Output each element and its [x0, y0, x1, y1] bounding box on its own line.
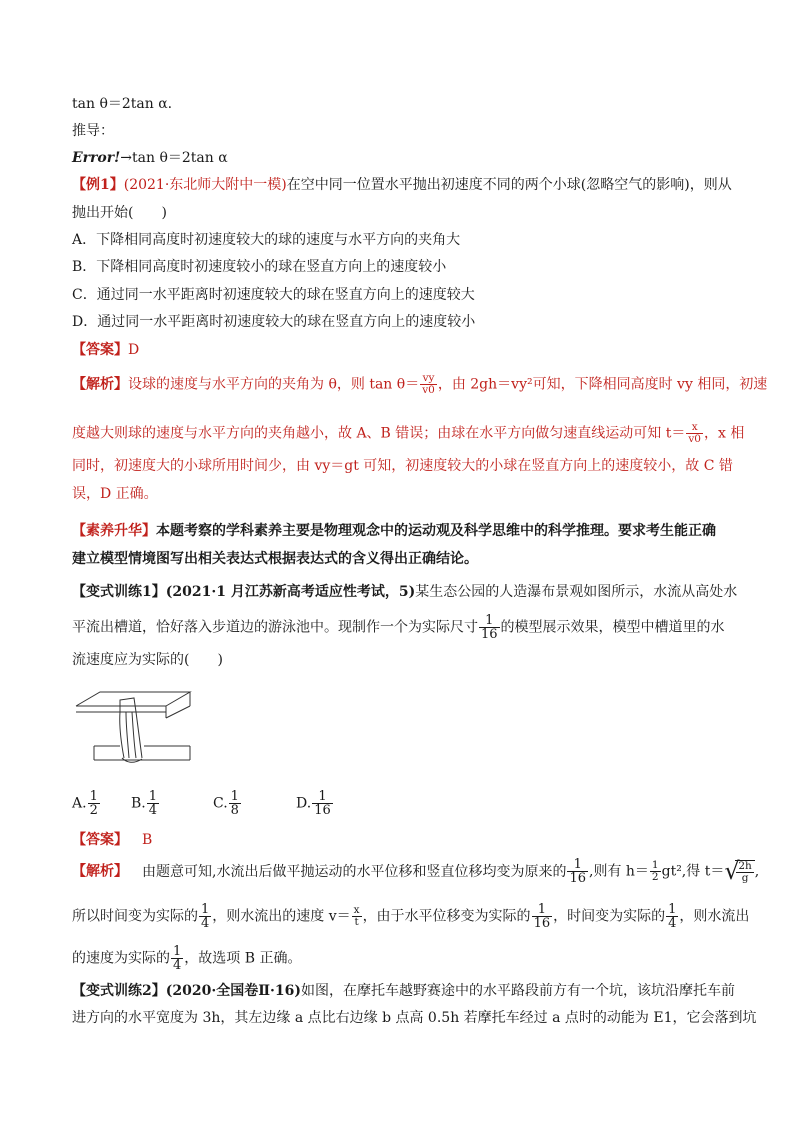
variant1-tag: 【变式训练1】	[72, 584, 166, 600]
example1-analysis-4: 误，D 正确。	[72, 486, 158, 502]
example1-stem: 【例1】(2021·东北师大附中一模)在空中同一位置水平抛出初速度不同的两个小球(忽略空气的影响)，则从	[72, 177, 732, 193]
variant1-stem-1: 【变式训练1】(2021·1 月江苏新高考适应性考试，5)某生态公园的人造瀑布景观如图所示，水流从高处水	[72, 584, 738, 600]
formula-tan-relation: tan θ＝2tan α.	[72, 96, 173, 112]
example1-source: (2021·东北师大附中一模)	[123, 177, 287, 193]
variant2-stem-2: 进方向的水平宽度为 3h，其左边缘 a 点比右边缘 b 点高 0.5h 若摩托车经过 a 点时的动能为 E1，它会落到坑	[72, 1010, 757, 1026]
variant1-option-b: B. $\frac{1}{4}$	[131, 789, 158, 818]
upgrade-line-1: 【素养升华】本题考察的学科素养主要是物理观念中的运动观及科学思维中的科学推理。要求考生能正确	[72, 523, 716, 539]
variant2-source: (2020·全国卷Ⅱ·16)	[165, 983, 301, 999]
example1-analysis-3: 同时，初速度大的小球所用时间少，由 vy＝gt 可知，初速度较大的小球在竖直方向上的速度较小，故 C 错	[72, 458, 733, 474]
example1-option-a: A．下降相同高度时初速度较大的球的速度与水平方向的夹角大	[72, 232, 461, 248]
example1-tag: 【例1】	[72, 177, 124, 193]
variant1-option-a: A. $\frac{1}{2}$	[72, 789, 98, 818]
example1-analysis-2: 度越大则球的速度与水平方向的夹角越小，故 A、B 错误；由球在水平方向做匀速直线运动可知 t＝ $\frac{x}{v0}$ ，x 相	[72, 421, 745, 445]
variant2-tag: 【变式训练2】	[72, 983, 166, 999]
waterfall-illustration	[72, 688, 192, 770]
variant1-source: (2021·1 月江苏新高考适应性考试，5)	[165, 584, 416, 600]
example1-option-c: C．通过同一水平距离时初速度较大的球在竖直方向上的速度较大	[72, 287, 475, 303]
sqrt-2h-over-g: √ $\frac{2h}{g}$	[724, 860, 754, 884]
error-text: Error!	[72, 150, 121, 166]
variant1-option-d: D. $\frac{1}{16}$	[296, 789, 331, 818]
variant1-analysis-2: 所以时间变为实际的 $\frac{1}{4}$ ，则水流出的速度 v＝ $\frac{x}{t}$ ，由于水平位移变为实际的 $\frac{1}{16}$ ，时间变为实际的 $\frac{1}{4}$ ，则水流出	[72, 902, 750, 931]
fraction-1-16: $\frac{1}{16}$	[481, 613, 498, 642]
fraction-vy-v0: $\frac{vy}{v0}$	[422, 372, 435, 396]
example1-option-b: B．下降相同高度时初速度较小的球在竖直方向上的速度较小	[72, 259, 447, 275]
variant1-stem-3: 流速度应为实际的( )	[72, 652, 223, 668]
variant1-stem-2: 平流出槽道，恰好落入步道边的游泳池中。现制作一个为实际尺寸 $\frac{1}{16}$ 的模型展示效果，模型中槽道里的水	[72, 613, 725, 642]
derivation-line: Error!→tan θ＝2tan α	[72, 150, 228, 166]
variant1-analysis-3: 的速度为实际的 $\frac{1}{4}$ ，故选项 B 正确。	[72, 944, 302, 973]
variant1-option-c: C. $\frac{1}{8}$	[213, 789, 239, 818]
variant1-answer: 【答案】 B	[72, 832, 153, 848]
example1-stem-2: 抛出开始( )	[72, 205, 167, 221]
fraction-x-v0: $\frac{x}{v0}$	[688, 421, 701, 445]
example1-answer: 【答案】D	[72, 342, 140, 358]
derivation-label: 推导：	[72, 123, 114, 139]
upgrade-tag: 【素养升华】	[72, 523, 156, 539]
upgrade-line-2: 建立模型情境图写出相关表达式根据表达式的含义得出正确结论。	[72, 551, 478, 567]
example1-analysis-1: 【解析】设球的速度与水平方向的夹角为 θ，则 tan θ＝ $\frac{vy}{v0}$ ，由 2gh＝vy²可知，下降相同高度时 vy 相同，初速	[72, 372, 768, 396]
example1-option-d: D．通过同一水平距离时初速度较大的球在竖直方向上的速度较小	[72, 314, 476, 330]
variant1-analysis-1: 【解析】 由题意可知,水流出后做平抛运动的水平位移和竖直位移均变为原来的 $\frac{1}{16}$ ,则有 h＝ $\frac{1}{2}$ gt²,得 t＝ √ $\frac{2h}{g}$ ,	[72, 856, 760, 886]
variant2-stem-1: 【变式训练2】(2020·全国卷Ⅱ·16)如图，在摩托车越野赛途中的水平路段前方有一个坑，该坑沿摩托车前	[72, 983, 735, 999]
